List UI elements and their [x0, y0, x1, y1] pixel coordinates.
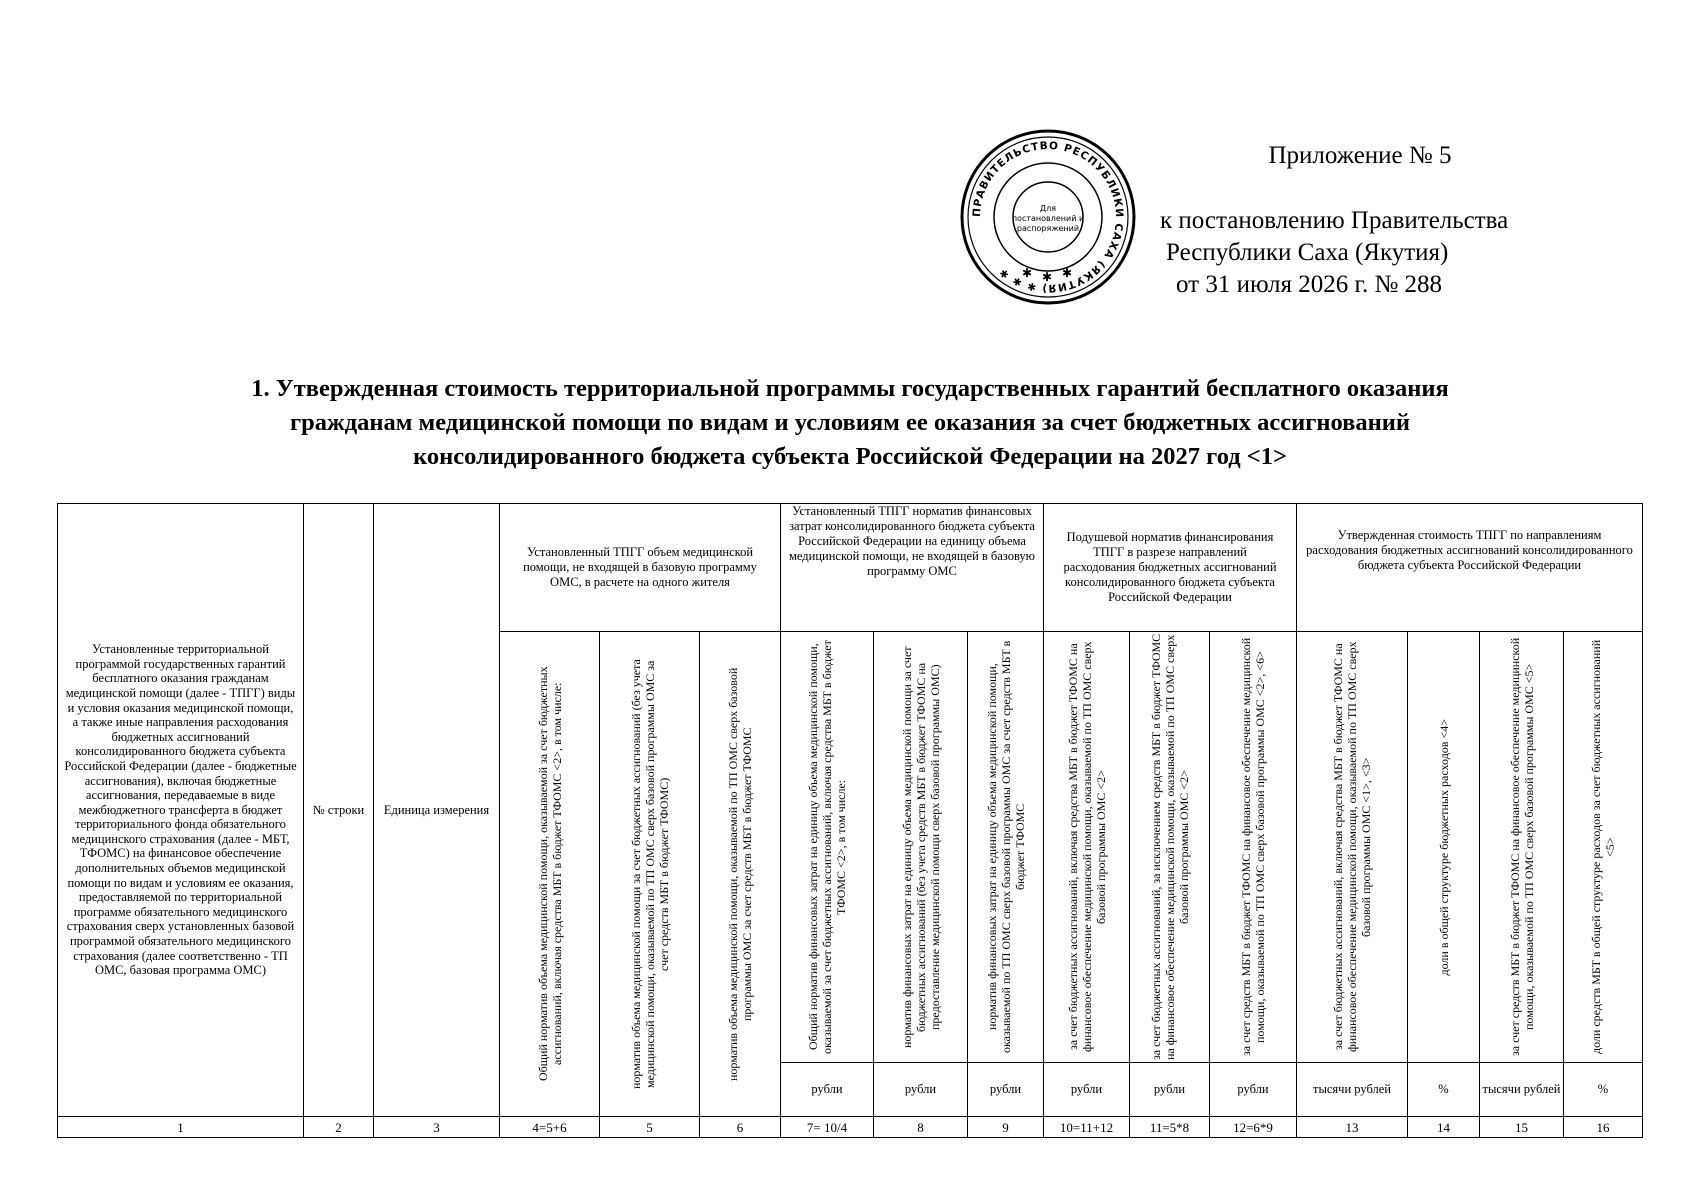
header-group-per-capita: Подушевой норматив финансирования ТПГГ в разрезе направлений расходования бюджетных ассигнований консолидированного бюджета субъекта Российской Федерации	[1044, 504, 1297, 632]
svg-text:Для: Для	[1039, 204, 1057, 213]
unit-cell: рубли	[874, 1063, 968, 1117]
column-number: 6	[700, 1117, 781, 1138]
subheader-volume-budget: норматив объема медицинской помощи за счет бюджетных ассигнований (без учета медицинской помощи, оказываемой по ТП ОМС сверх базовой программы ОМС за счет средств МБТ в бюджет ТФОМС)	[600, 632, 700, 1117]
column-number: 9	[968, 1117, 1044, 1138]
svg-text:✱: ✱	[1062, 266, 1073, 280]
column-number: 13	[1297, 1117, 1408, 1138]
column-number: 14	[1408, 1117, 1480, 1138]
column-number-row	[58, 1117, 1643, 1138]
column-number: 15	[1480, 1117, 1564, 1138]
svg-text:✱: ✱	[1042, 270, 1053, 284]
header-cell-service-types: Установленные территориальной программой государственных гарантий бесплатного оказания гражданам медицинской помощи (далее - ТПГГ) виды и условия оказания медицинской помощи, а также иные направления расходования бюджетных ассигнований консолидированного бюджета субъекта Российской Федерации (далее - бюджетные ассигнования), включая бюджетные ассигнования, передаваемые в виде межбюджетного трансферта в бюджет территориального фонда обязательного медицинского страхования (далее - МБТ, ТФОМС) на финансовое обеспечение дополнительных объемов медицинской помощи по видам и условиям ее оказания, предоставляемой по территориальной программе обязательного медицинского страхования сверх установленных базовой программой обязательного медицинского страхования (далее соответственно - ТП ОМС, базовая программа ОМС)	[58, 504, 304, 1117]
column-number: 7= 10/4	[781, 1117, 874, 1138]
subheader-cost-mbt-share: доли средств МБТ в общей структуре расходов за счет бюджетных ассигнований <5>	[1564, 632, 1643, 1063]
unit-cell: тысячи рублей	[1480, 1063, 1564, 1117]
decree-date: от 31 июля 2026 г. № 288	[1176, 271, 1443, 298]
unit-cell: рубли	[1210, 1063, 1297, 1117]
header-cell-row-number: № строки	[304, 504, 374, 1117]
unit-cell: рубли	[781, 1063, 874, 1117]
subheader-cost-norm-budget: норматив финансовых затрат на единицу объема медицинской помощи за счет бюджетных ассигнований (без учета средств МБТ в бюджет ТФОМС на предоставление медицинской помощи сверх базовой программы ОМС)	[874, 632, 968, 1063]
unit-cell: тысячи рублей	[1297, 1063, 1408, 1117]
subheader-per-capita-budget: за счет бюджетных ассигнований, за исключением средств МБТ в бюджет ТФОМС на финансовое обеспечение медицинской помощи, оказываемой по ТП ОМС сверх базовой программы ОМС <2>	[1130, 632, 1210, 1063]
subheader-cost-mbt: за счет средств МБТ в бюджет ТФОМС на финансовое обеспечение медицинской помощи, оказываемой по ТП ОМС сверх базовой программы ОМС <5>	[1480, 632, 1564, 1063]
unit-cell: рубли	[1044, 1063, 1130, 1117]
column-number: 8	[874, 1117, 968, 1138]
document-title	[60, 372, 1640, 474]
header-group-volume: Установленный ТПГГ объем медицинской помощи, не входящей в базовую программу ОМС, в расчете на одного жителя	[500, 504, 781, 632]
column-number: 12=6*9	[1210, 1117, 1297, 1138]
unit-cell: %	[1408, 1063, 1480, 1117]
title-line-1: 1. Утвержденная стоимость территориальной программы государственных гарантий бесплатного оказания	[251, 375, 1449, 402]
unit-cell: рубли	[1130, 1063, 1210, 1117]
column-number: 4=5+6	[500, 1117, 600, 1138]
unit-cell: рубли	[968, 1063, 1044, 1117]
svg-text:распоряжений: распоряжений	[1016, 224, 1080, 233]
column-number: 3	[374, 1117, 500, 1138]
subheader-per-capita-total: за счет бюджетных ассигнований, включая средства МБТ в бюджет ТФОМС на финансовое обеспечение медицинской помощи, оказываемой по ТП ОМС сверх базовой программы ОМС <2>	[1044, 632, 1130, 1063]
unit-cell: %	[1564, 1063, 1643, 1117]
decree-issuer: Республики Саха (Якутия)	[1166, 239, 1449, 266]
header-group-approved-cost: Утвержденная стоимость ТПГГ по направлениям расходования бюджетных ассигнований консолидированного бюджета субъекта Российской Федерации	[1297, 504, 1643, 632]
subheader-per-capita-mbt: за счет средств МБТ в бюджет ТФОМС на финансовое обеспечение медицинской помощи, оказываемой по ТП ОМС сверх базовой программы ОМС <2>, <6>	[1210, 632, 1297, 1063]
subheader-total-cost-norm: Общий норматив финансовых затрат на единицу объема медицинской помощи, оказываемой за счет бюджетных ассигнований, включая средства МБТ в бюджет ТФОМС <2>, в том числе:	[781, 632, 874, 1063]
subheader-cost-share: доли в общей структуре бюджетных расходов <4>	[1408, 632, 1480, 1063]
title-line-2: гражданам медицинской помощи по видам и условиям ее оказания за счет бюджетных ассигнований	[289, 409, 1411, 436]
title-line-3: консолидированного бюджета субъекта Российской Федерации на 2027 год <1>	[413, 443, 1287, 470]
decree-reference: к постановлению Правительства	[1160, 207, 1509, 234]
svg-text:✱: ✱	[1022, 266, 1033, 280]
column-number: 10=11+12	[1044, 1117, 1130, 1138]
document-header	[1140, 140, 1540, 298]
appendix-number: Приложение № 5	[1268, 142, 1452, 169]
column-number: 2	[304, 1117, 374, 1138]
column-number: 16	[1564, 1117, 1643, 1138]
svg-text:ПРАВИТЕЛЬСТВО РЕСПУБЛИКИ САХА: ПРАВИТЕЛЬСТВО РЕСПУБЛИКИ САХА (ЯКУТИЯ) ✱ ✱ ✱	[970, 139, 1126, 295]
column-number: 5	[600, 1117, 700, 1138]
subheader-cost-norm-mbt: норматив финансовых затрат на единицу объема медицинской помощи, оказываемой по ТП ОМС сверх базовой программы ОМС за счет средств МБТ в бюджет ТФОМС	[968, 632, 1044, 1063]
svg-text:постановлений и: постановлений и	[1011, 214, 1085, 223]
cost-table	[57, 503, 1643, 1138]
subheader-total-volume: Общий норматив объема медицинской помощи, оказываемой за счет бюджетных ассигнований, включая средства МБТ в бюджет ТФОМС <2>, в том числе:	[500, 632, 600, 1117]
column-number: 1	[58, 1117, 304, 1138]
official-seal-icon	[958, 127, 1138, 307]
header-cell-unit: Единица измерения	[374, 504, 500, 1117]
header-group-cost-norm: Установленный ТПГГ норматив финансовых затрат консолидированного бюджета субъекта Российской Федерации на единицу объема медицинской помощи, не входящей в базовую программу ОМС	[781, 504, 1044, 632]
subheader-volume-mbt: норматив объема медицинской помощи, оказываемой по ТП ОМС сверх базовой программы ОМС за счет средств МБТ в бюджет ТФОМС	[700, 632, 781, 1117]
subheader-cost-total: за счет бюджетных ассигнований, включая средства МБТ в бюджет ТФОМС на финансовое обеспечение медицинской помощи, оказываемой по ТП ОМС сверх базовой программы ОМС <1>, <3>	[1297, 632, 1408, 1063]
column-number: 11=5*8	[1130, 1117, 1210, 1138]
